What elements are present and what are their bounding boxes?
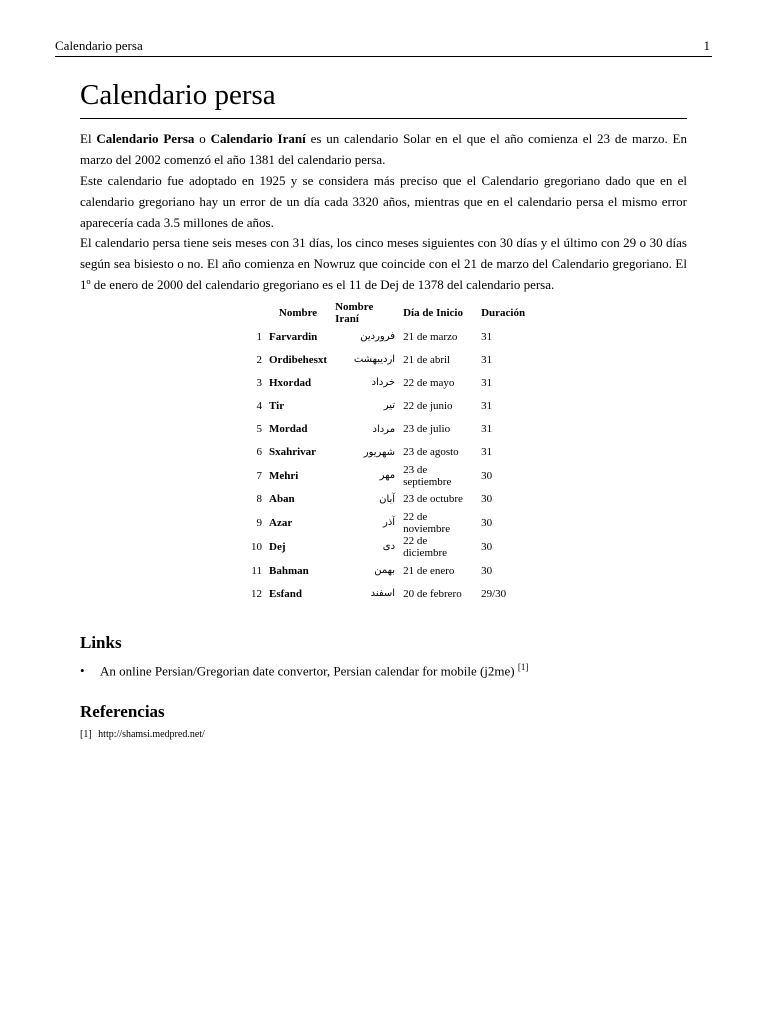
- month-name: Mordad: [269, 423, 308, 436]
- header-duration: Duración: [481, 307, 526, 319]
- table-row: [244, 582, 529, 605]
- start-day: 21 de marzo: [403, 330, 458, 343]
- iranian-name: اردیبهشت: [353, 354, 396, 366]
- duration: 30: [481, 564, 493, 577]
- month-name: Esfand: [269, 587, 303, 600]
- iranian-name: مهر: [379, 470, 396, 482]
- month-name: Azar: [269, 516, 293, 529]
- table-row: [244, 464, 529, 488]
- duration: 31: [481, 446, 493, 459]
- month-name: Tir: [269, 399, 285, 412]
- row-number: 7: [256, 469, 262, 482]
- header-start-day: Día de Inicio: [403, 307, 463, 319]
- month-name: Bahman: [269, 564, 309, 577]
- row-number: 3: [256, 376, 262, 389]
- iranian-name: بهمن: [374, 565, 396, 577]
- table-row: [244, 371, 529, 394]
- iranian-name: خرداد: [371, 377, 396, 389]
- start-day: 21 de enero: [403, 564, 455, 577]
- row-number: 9: [256, 516, 262, 529]
- bullet: •: [80, 663, 85, 679]
- iranian-name: مرداد: [372, 423, 396, 435]
- term-calendario-persa: Calendario Persa: [96, 131, 195, 146]
- row-number: 1: [256, 330, 262, 343]
- table-row: [244, 325, 529, 348]
- duration: 31: [481, 399, 493, 412]
- links-heading: Links: [80, 633, 122, 652]
- month-name: Ordibehesxt: [269, 353, 328, 366]
- duration: 30: [481, 516, 493, 529]
- reference-number: [1]: [80, 729, 92, 740]
- iranian-name: آذر: [383, 517, 396, 529]
- p1-text-c: o: [194, 131, 211, 146]
- links-list: [80, 656, 528, 682]
- references-heading: Referencias: [80, 702, 165, 721]
- list-item: [80, 656, 528, 682]
- running-header-title: Calendario persa: [55, 38, 143, 53]
- intro-paragraph-2: Este calendario fue adoptado en 1925 y se considera más preciso que el Calendario gregoriano dado que en el calendario gregoriano hay un error de un día cada 3320 años, mientras que en el calendario persa el mismo error aparecería cada 3.5 millones de años.: [80, 173, 687, 230]
- p1-text-e: es un calendario Solar en el que el año comienza el 23 de marzo. En marzo del 2002 comenzó el año 1381 del calendario persa.: [80, 131, 687, 167]
- references-list: [80, 729, 205, 740]
- link-persian-date-convertor[interactable]: An online Persian/Gregorian date convertor, Persian calendar for mobile (j2me): [100, 663, 515, 679]
- iranian-name: دی: [382, 541, 396, 553]
- start-day: 23 de julio: [403, 423, 451, 436]
- month-name: Mehri: [269, 469, 299, 482]
- start-day: 22 de diciembre: [403, 534, 448, 559]
- iranian-name: آبان: [379, 493, 396, 505]
- duration: 31: [481, 330, 493, 343]
- duration: 29/30: [481, 587, 507, 600]
- row-number: 4: [256, 399, 262, 412]
- start-day: 23 de septiembre: [403, 463, 452, 488]
- month-name: Dej: [269, 540, 286, 553]
- page-title: Calendario persa: [80, 78, 687, 119]
- header-iranian-name: Nombre Iraní: [335, 301, 374, 325]
- start-day: 23 de octubre: [403, 493, 463, 506]
- row-number: 10: [251, 540, 262, 553]
- table-row: [244, 441, 529, 464]
- duration: 31: [481, 353, 493, 366]
- reference-url[interactable]: http://shamsi.medpred.net/: [98, 729, 205, 740]
- row-number: 5: [256, 423, 262, 436]
- duration: 30: [481, 469, 493, 482]
- month-name: Sxahrivar: [269, 446, 317, 459]
- duration: 30: [481, 493, 493, 506]
- header-num: [244, 301, 265, 325]
- start-day: 23 de agosto: [403, 446, 459, 459]
- table-row: [244, 511, 529, 535]
- table-row: [244, 559, 529, 582]
- month-name: Aban: [269, 493, 295, 506]
- table-row: [244, 535, 529, 559]
- row-number: 2: [256, 353, 262, 366]
- month-name: Farvardin: [269, 330, 318, 343]
- p1-text-a: El: [80, 131, 97, 146]
- start-day: 20 de febrero: [403, 587, 462, 600]
- table-row: [244, 348, 529, 371]
- row-number: 11: [251, 564, 262, 577]
- row-number: 8: [256, 493, 262, 506]
- iranian-name: شهریور: [363, 446, 396, 458]
- term-calendario-irani: Calendario Iraní: [210, 131, 306, 146]
- iranian-name: اسفند: [370, 588, 396, 600]
- duration: 31: [481, 376, 493, 389]
- start-day: 22 de junio: [403, 399, 453, 412]
- table-header-row: [244, 301, 529, 325]
- running-header: [55, 38, 712, 57]
- months-table: [244, 301, 529, 605]
- table-row: [244, 418, 529, 441]
- start-day: 22 de noviembre: [403, 510, 451, 535]
- header-name: Nombre: [278, 307, 318, 319]
- intro-paragraph-1: [80, 128, 687, 170]
- table-row: [244, 488, 529, 511]
- duration: 31: [481, 423, 493, 436]
- iranian-name: تیر: [383, 400, 396, 412]
- iranian-name: فروردین: [360, 331, 396, 343]
- start-day: 22 de mayo: [403, 376, 455, 389]
- row-number: 12: [251, 587, 262, 600]
- duration: 30: [481, 540, 493, 553]
- table-row: [244, 394, 529, 417]
- start-day: 21 de abril: [403, 353, 451, 366]
- row-number: 6: [256, 446, 262, 459]
- intro-paragraph-3: El calendario persa tiene seis meses con 31 días, los cinco meses siguientes con 30 días y el último con 29 o 30 días según sea bisiesto o no. El año comienza en Nowruz que coincide con el 21 de marzo del Calendario gregoriano. El 1º de enero de 2000 del calendario gregoriano es el 11 de Dej de 1378 del calendario persa.: [80, 235, 687, 292]
- reference-marker[interactable]: [1]: [517, 662, 529, 672]
- month-name: Hxordad: [269, 376, 312, 389]
- page-number: 1: [703, 38, 710, 53]
